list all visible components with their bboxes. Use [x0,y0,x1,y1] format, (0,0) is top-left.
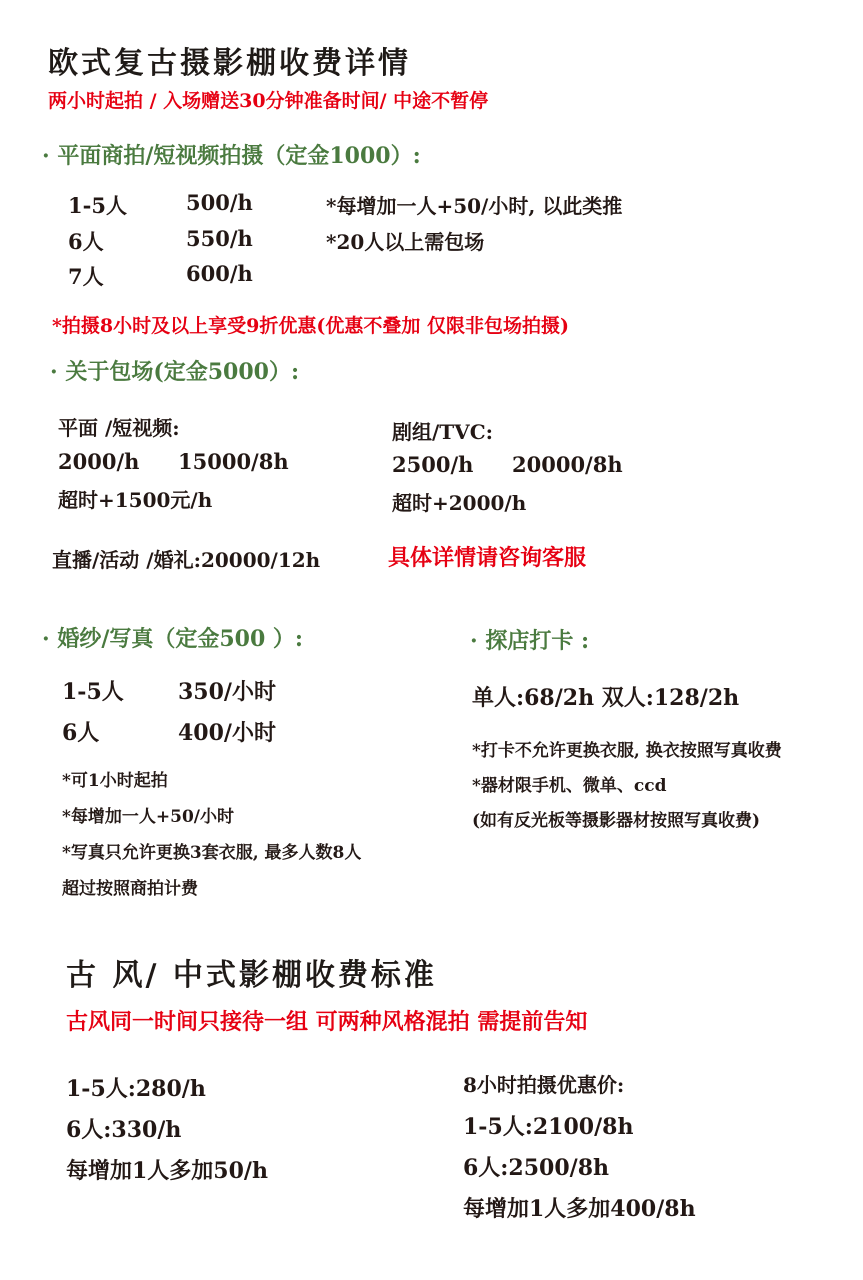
eight-hour-discount-label: 8小时拍摄优惠价: [463,1073,625,1097]
buyout-flat-overtime: 超时+1500元/h [58,488,213,512]
table-row-price: 500/h [186,190,253,215]
buyout-flat-hourly: 2000/h [58,449,140,474]
checkin-prices: 单人:68/2h 双人:128/2h [472,685,740,711]
live-event-price: 直播/活动 /婚礼:20000/12h [52,548,321,572]
table-row-people: 7人 [68,264,104,289]
section-checkin-heading: · 探店打卡 : [470,628,590,654]
chinese-style-subtitle: 古风同一时间只接待一组 可两种风格混拍 需提前告知 [66,1009,588,1035]
table-row-people: 1-5人 [62,679,124,705]
section-commercial-heading: · 平面商拍/短视频拍摄（定金1000）: [42,143,421,169]
table-row-people: 6人 [62,720,100,746]
buyout-tvc-8h: 20000/8h [512,452,623,477]
checkin-note: *打卡不允许更换衣服, 换衣按照写真收费 [472,741,782,761]
buyout-tvc-overtime: 超时+2000/h [392,491,527,515]
eight-hour-price-line: 1-5人:2100/8h [463,1114,634,1140]
table-row-people: 6人 [68,229,104,254]
page-title: 欧式复古摄影棚收费详情 [48,46,411,81]
table-row-price: 550/h [186,226,253,251]
section-wedding-heading: · 婚纱/写真（定金500 ）: [42,626,304,652]
checkin-note: (如有反光板等摄影器材按照写真收费) [472,811,761,831]
wedding-note: *可1小时起拍 [62,771,168,791]
checkin-note: *器材限手机、微单、ccd [472,776,667,796]
wedding-note: *写真只允许更换3套衣服, 最多人数8人 [62,843,362,863]
wedding-note: *每增加一人+50/小时 [62,807,235,827]
consult-service-note: 具体详情请咨询客服 [388,545,587,571]
buyout-flat-label: 平面 /短视频: [58,416,180,440]
note-extra-person: *每增加一人+50/小时, 以此类推 [326,194,623,218]
table-row-people: 1-5人 [68,193,127,218]
chinese-style-title: 古 风/ 中式影棚收费标准 [66,958,437,993]
section-buyout-heading: · 关于包场(定金5000）: [50,359,300,385]
eight-hour-price-line: 每增加1人多加400/8h [463,1196,696,1222]
discount-note: *拍摄8小时及以上享受9折优惠(优惠不叠加 仅限非包场拍摄) [52,315,569,337]
table-row-price: 400/小时 [178,720,276,746]
table-row-price: 350/小时 [178,679,276,705]
eight-hour-price-line: 6人:2500/8h [463,1155,609,1181]
chinese-price-line: 每增加1人多加50/h [66,1158,268,1184]
buyout-tvc-label: 剧组/TVC: [392,420,494,444]
table-row-price: 600/h [186,261,253,286]
chinese-price-line: 1-5人:280/h [66,1076,206,1102]
wedding-note: 超过按照商拍计费 [62,879,198,899]
note-full-venue: *20人以上需包场 [326,230,485,254]
buyout-tvc-hourly: 2500/h [392,452,474,477]
chinese-price-line: 6人:330/h [66,1117,182,1143]
buyout-flat-8h: 15000/8h [178,449,289,474]
page-subtitle: 两小时起拍 / 入场赠送30分钟准备时间/ 中途不暂停 [48,90,489,112]
